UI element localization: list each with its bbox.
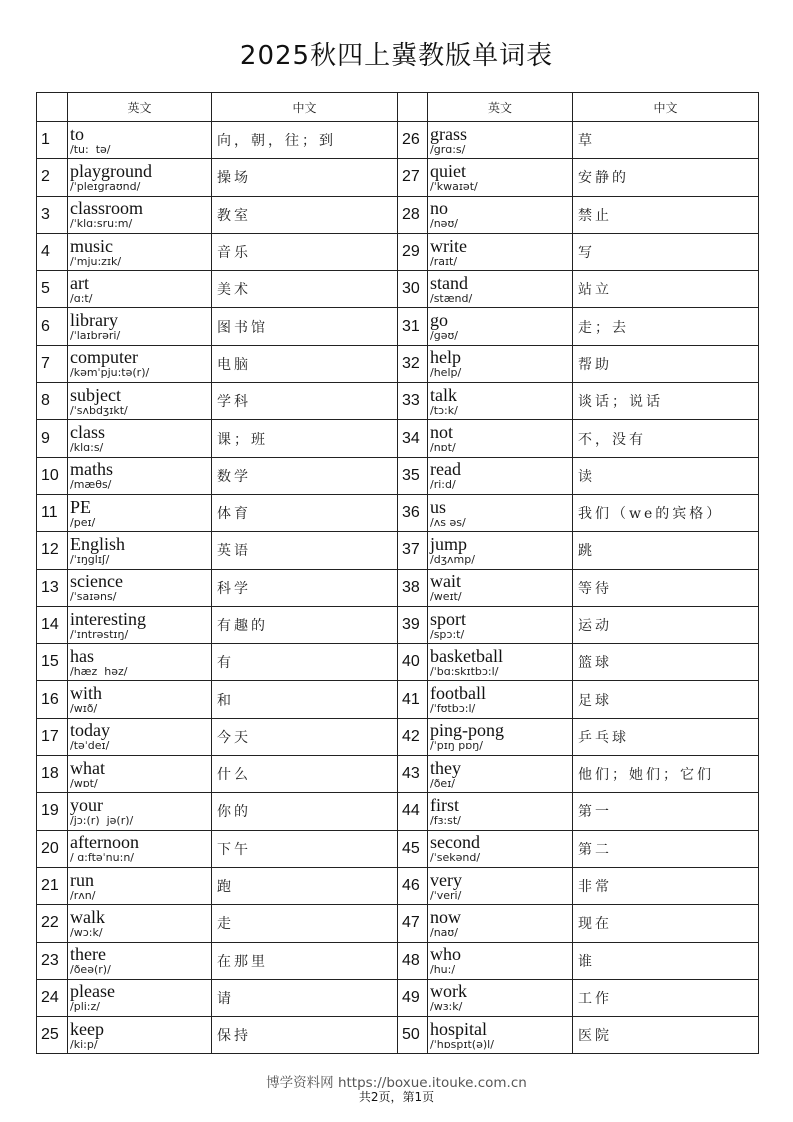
english-word: computer	[70, 347, 138, 368]
english-cell	[428, 457, 573, 494]
chinese-meaning: 运动	[573, 606, 759, 643]
english-cell	[428, 494, 573, 531]
phonetic-transcription: /weɪt/	[430, 590, 462, 604]
word-number: 43	[398, 756, 428, 793]
phonetic-transcription: /ˈmju:zɪk/	[70, 254, 122, 268]
chinese-meaning: 现在	[573, 905, 759, 942]
phonetic-transcription: /tɔ:k/	[430, 403, 458, 417]
word-number: 28	[398, 196, 428, 233]
english-word: wait	[430, 571, 461, 592]
table-row	[37, 569, 759, 606]
chinese-meaning: 和	[212, 681, 398, 718]
english-cell	[68, 420, 212, 457]
word-number: 10	[37, 457, 68, 494]
word-number: 15	[37, 644, 68, 681]
chinese-meaning: 写	[573, 233, 759, 270]
word-number: 14	[37, 606, 68, 643]
chinese-meaning: 美术	[212, 271, 398, 308]
chinese-meaning: 非常	[573, 867, 759, 904]
table-row	[37, 271, 759, 308]
english-cell	[428, 532, 573, 569]
table-row	[37, 122, 759, 159]
english-cell	[68, 606, 212, 643]
table-row	[37, 830, 759, 867]
table-row	[37, 532, 759, 569]
english-cell	[428, 196, 573, 233]
chinese-meaning: 学科	[212, 383, 398, 420]
chinese-meaning: 足球	[573, 681, 759, 718]
phonetic-transcription: /wɒt/	[70, 776, 98, 790]
phonetic-transcription: /nɒt/	[430, 441, 456, 455]
english-cell	[428, 905, 573, 942]
english-word: afternoon	[70, 832, 139, 853]
chinese-meaning: 课；班	[212, 420, 398, 457]
english-cell	[428, 383, 573, 420]
phonetic-transcription: /təˈdeɪ/	[70, 739, 110, 753]
english-cell	[428, 569, 573, 606]
chinese-meaning: 谁	[573, 942, 759, 979]
english-cell	[428, 793, 573, 830]
table-row	[37, 159, 759, 196]
table-row	[37, 606, 759, 643]
word-number: 40	[398, 644, 428, 681]
english-word: your	[70, 794, 103, 815]
chinese-meaning: 站立	[573, 271, 759, 308]
word-number: 9	[37, 420, 68, 457]
table-row	[37, 867, 759, 904]
table-row	[37, 681, 759, 718]
word-number: 49	[398, 979, 428, 1016]
table-row	[37, 457, 759, 494]
english-word: quiet	[430, 160, 466, 181]
english-cell	[68, 271, 212, 308]
chinese-meaning: 他们；她们；它们	[573, 756, 759, 793]
phonetic-transcription: /klɑ:s/	[70, 441, 104, 455]
english-word: to	[70, 123, 85, 144]
chinese-meaning: 走；去	[573, 308, 759, 345]
english-cell	[428, 420, 573, 457]
header-num-left	[37, 93, 68, 122]
english-word: art	[70, 272, 89, 293]
chinese-meaning: 向，朝，往；到	[212, 122, 398, 159]
word-number: 46	[398, 867, 428, 904]
phonetic-transcription: /stænd/	[430, 291, 473, 305]
chinese-meaning: 英语	[212, 532, 398, 569]
english-word: basketball	[430, 645, 503, 666]
english-word: work	[430, 981, 467, 1002]
english-cell	[428, 345, 573, 382]
chinese-meaning: 跳	[573, 532, 759, 569]
word-number: 35	[398, 457, 428, 494]
english-cell	[68, 159, 212, 196]
english-word: no	[430, 198, 448, 219]
english-word: PE	[70, 496, 92, 517]
phonetic-transcription: /help/	[430, 366, 462, 380]
english-word: English	[70, 533, 126, 554]
chinese-meaning: 第二	[573, 830, 759, 867]
word-number: 16	[37, 681, 68, 718]
table-row	[37, 1017, 759, 1054]
phonetic-transcription: /ˈɪŋglɪʃ/	[70, 552, 110, 566]
table-row	[37, 233, 759, 270]
phonetic-transcription: /hu:/	[430, 963, 456, 977]
word-number: 19	[37, 793, 68, 830]
word-number: 6	[37, 308, 68, 345]
phonetic-transcription: /ˈpleɪgraʊnd/	[70, 179, 141, 193]
english-cell	[428, 122, 573, 159]
chinese-meaning: 乒乓球	[573, 718, 759, 755]
word-number: 37	[398, 532, 428, 569]
table-row	[37, 905, 759, 942]
chinese-meaning: 下午	[212, 830, 398, 867]
english-cell	[68, 457, 212, 494]
english-cell	[68, 122, 212, 159]
english-word: has	[70, 645, 94, 666]
word-number: 24	[37, 979, 68, 1016]
english-word: read	[430, 459, 461, 480]
phonetic-transcription: /ˈkwaɪət/	[430, 179, 478, 193]
chinese-meaning: 体育	[212, 494, 398, 531]
phonetic-transcription: /fɜ:st/	[430, 813, 461, 827]
phonetic-transcription: /nəʊ/	[430, 217, 458, 231]
phonetic-transcription: /ðeə(r)/	[70, 963, 111, 977]
word-number: 8	[37, 383, 68, 420]
word-number: 18	[37, 756, 68, 793]
chinese-meaning: 什么	[212, 756, 398, 793]
english-cell	[68, 569, 212, 606]
english-word: stand	[430, 272, 468, 293]
chinese-meaning: 读	[573, 457, 759, 494]
english-word: playground	[70, 160, 152, 181]
footer-page-number: 共2页，第1页	[358, 1090, 435, 1104]
word-number: 21	[37, 867, 68, 904]
english-cell	[68, 905, 212, 942]
english-word: grass	[430, 123, 467, 144]
english-word: music	[70, 235, 113, 256]
chinese-meaning: 等待	[573, 569, 759, 606]
english-word: they	[430, 757, 461, 778]
table-row	[37, 494, 759, 531]
chinese-meaning: 医院	[573, 1017, 759, 1054]
phonetic-transcription: /mæθs/	[70, 478, 112, 492]
chinese-meaning: 禁止	[573, 196, 759, 233]
english-word: help	[430, 347, 461, 368]
english-cell	[68, 345, 212, 382]
word-number: 39	[398, 606, 428, 643]
phonetic-transcription: /ˈsekənd/	[430, 851, 481, 865]
english-cell	[68, 494, 212, 531]
table-row	[37, 718, 759, 755]
word-number: 12	[37, 532, 68, 569]
word-number: 29	[398, 233, 428, 270]
word-number: 42	[398, 718, 428, 755]
word-number: 31	[398, 308, 428, 345]
english-word: please	[70, 981, 115, 1002]
english-cell	[428, 718, 573, 755]
header-english-left: 英文	[68, 93, 212, 122]
chinese-meaning: 草	[573, 122, 759, 159]
header-num-right	[398, 93, 428, 122]
chinese-meaning: 篮球	[573, 644, 759, 681]
english-word: write	[430, 235, 467, 256]
english-cell	[68, 233, 212, 270]
phonetic-transcription: /jɔ:(r) jə(r)/	[70, 813, 134, 827]
chinese-meaning: 教室	[212, 196, 398, 233]
table-row	[37, 420, 759, 457]
word-number: 50	[398, 1017, 428, 1054]
english-word: go	[430, 310, 448, 331]
chinese-meaning: 有	[212, 644, 398, 681]
chinese-meaning: 数学	[212, 457, 398, 494]
chinese-meaning: 跑	[212, 867, 398, 904]
vocabulary-table	[36, 92, 759, 1054]
english-word: very	[430, 869, 462, 890]
table-body	[37, 122, 759, 1054]
english-word: hospital	[430, 1018, 487, 1039]
table-row	[37, 756, 759, 793]
english-cell	[428, 308, 573, 345]
english-word: not	[430, 422, 454, 443]
english-word: who	[430, 944, 461, 965]
word-number: 48	[398, 942, 428, 979]
english-cell	[68, 793, 212, 830]
english-cell	[68, 644, 212, 681]
word-number: 33	[398, 383, 428, 420]
page-title: 2025秋四上冀教版单词表	[239, 41, 554, 71]
chinese-meaning: 图书馆	[212, 308, 398, 345]
english-word: with	[70, 683, 103, 704]
header-row	[37, 93, 759, 122]
phonetic-transcription: /ˈveri/	[430, 888, 462, 902]
phonetic-transcription: /wɔ:k/	[70, 925, 103, 939]
phonetic-transcription: /ˈhɒspɪt(ə)l/	[430, 1037, 494, 1051]
phonetic-transcription: /dʒʌmp/	[430, 552, 475, 566]
word-number: 30	[398, 271, 428, 308]
english-cell	[68, 196, 212, 233]
word-number: 22	[37, 905, 68, 942]
english-word: second	[430, 832, 480, 853]
word-number: 2	[37, 159, 68, 196]
phonetic-transcription: /grɑ:s/	[430, 142, 466, 156]
phonetic-transcription: /wɜ:k/	[430, 1000, 463, 1014]
english-word: us	[430, 496, 447, 517]
english-cell	[68, 532, 212, 569]
phonetic-transcription: /ri:d/	[430, 478, 456, 492]
english-cell	[428, 830, 573, 867]
english-cell	[428, 1017, 573, 1054]
chinese-meaning: 第一	[573, 793, 759, 830]
english-cell	[428, 942, 573, 979]
header-chinese-right: 中文	[573, 93, 759, 122]
chinese-meaning: 不，没有	[573, 420, 759, 457]
word-number: 27	[398, 159, 428, 196]
english-word: first	[430, 794, 459, 815]
word-number: 4	[37, 233, 68, 270]
english-word: science	[70, 571, 123, 592]
header-chinese-left: 中文	[212, 93, 398, 122]
phonetic-transcription: /rʌn/	[70, 888, 96, 902]
english-cell	[68, 308, 212, 345]
english-word: subject	[70, 384, 121, 405]
phonetic-transcription: /wɪð/	[70, 702, 98, 716]
phonetic-transcription: /ˈklɑ:sru:m/	[70, 217, 133, 231]
chinese-meaning: 保持	[212, 1017, 398, 1054]
english-cell	[68, 718, 212, 755]
english-cell	[428, 271, 573, 308]
english-word: keep	[70, 1018, 104, 1039]
english-word: class	[70, 422, 105, 443]
english-cell	[428, 756, 573, 793]
table-row	[37, 196, 759, 233]
phonetic-transcription: / ɑ:ftəˈnu:n/	[70, 851, 135, 865]
word-number: 32	[398, 345, 428, 382]
english-word: maths	[70, 459, 113, 480]
word-number: 17	[37, 718, 68, 755]
phonetic-transcription: /pli:z/	[70, 1000, 100, 1014]
english-cell	[428, 867, 573, 904]
table-row	[37, 942, 759, 979]
chinese-meaning: 帮助	[573, 345, 759, 382]
phonetic-transcription: /ˈlaɪbrəri/	[70, 329, 121, 343]
word-number: 45	[398, 830, 428, 867]
english-cell	[428, 979, 573, 1016]
phonetic-transcription: /hæz həz/	[70, 664, 128, 678]
english-cell	[68, 383, 212, 420]
phonetic-transcription: /kəmˈpju:tə(r)/	[70, 366, 150, 380]
english-word: now	[430, 906, 461, 927]
english-word: classroom	[70, 198, 143, 219]
english-cell	[68, 1017, 212, 1054]
word-number: 23	[37, 942, 68, 979]
phonetic-transcription: /spɔ:t/	[430, 627, 465, 641]
phonetic-transcription: /ɑ:t/	[70, 291, 93, 305]
word-number: 3	[37, 196, 68, 233]
english-word: talk	[430, 384, 457, 405]
chinese-meaning: 在那里	[212, 942, 398, 979]
phonetic-transcription: /ðeɪ/	[430, 776, 455, 790]
english-cell	[68, 867, 212, 904]
word-number: 34	[398, 420, 428, 457]
word-number: 26	[398, 122, 428, 159]
english-word: library	[70, 310, 118, 331]
word-number: 44	[398, 793, 428, 830]
word-number: 41	[398, 681, 428, 718]
english-cell	[68, 979, 212, 1016]
english-word: there	[70, 944, 106, 965]
chinese-meaning: 请	[212, 979, 398, 1016]
phonetic-transcription: /ˈɪntrəstɪŋ/	[70, 627, 129, 641]
footer-site-link[interactable]: 博学资料网 https://boxue.itouke.com.cn	[266, 1075, 527, 1091]
word-number: 11	[37, 494, 68, 531]
phonetic-transcription: /ˈbɑ:skɪtbɔ:l/	[430, 664, 499, 678]
english-word: walk	[70, 906, 105, 927]
english-word: today	[70, 720, 110, 741]
word-number: 5	[37, 271, 68, 308]
chinese-meaning: 你的	[212, 793, 398, 830]
phonetic-transcription: /ˈpɪŋ pɒŋ/	[430, 739, 483, 753]
word-number: 36	[398, 494, 428, 531]
table-row	[37, 979, 759, 1016]
word-number: 20	[37, 830, 68, 867]
phonetic-transcription: /ˈfʊtbɔ:l/	[430, 702, 476, 716]
phonetic-transcription: /ki:p/	[70, 1037, 98, 1051]
chinese-meaning: 我们（we的宾格）	[573, 494, 759, 531]
english-word: jump	[430, 533, 468, 554]
phonetic-transcription: /gəʊ/	[430, 329, 458, 343]
english-cell	[428, 606, 573, 643]
word-number: 38	[398, 569, 428, 606]
english-cell	[428, 681, 573, 718]
chinese-meaning: 谈话；说话	[573, 383, 759, 420]
chinese-meaning: 科学	[212, 569, 398, 606]
word-number: 47	[398, 905, 428, 942]
word-number: 13	[37, 569, 68, 606]
phonetic-transcription: /ˈsʌbdʒɪkt/	[70, 403, 128, 417]
phonetic-transcription: /peɪ/	[70, 515, 96, 529]
chinese-meaning: 今天	[212, 718, 398, 755]
english-cell	[428, 233, 573, 270]
table-row	[37, 308, 759, 345]
table-row	[37, 793, 759, 830]
english-cell	[68, 756, 212, 793]
word-number: 1	[37, 122, 68, 159]
english-cell	[428, 159, 573, 196]
chinese-meaning: 有趣的	[212, 606, 398, 643]
english-word: football	[430, 683, 486, 704]
english-word: run	[70, 869, 94, 890]
word-number: 25	[37, 1017, 68, 1054]
phonetic-transcription: /ʌs əs/	[430, 515, 466, 529]
chinese-meaning: 走	[212, 905, 398, 942]
chinese-meaning: 操场	[212, 159, 398, 196]
table-row	[37, 345, 759, 382]
chinese-meaning: 安静的	[573, 159, 759, 196]
english-word: interesting	[70, 608, 146, 629]
english-word: what	[70, 757, 105, 778]
phonetic-transcription: /tu: tə/	[70, 142, 111, 156]
table-row	[37, 644, 759, 681]
english-cell	[428, 644, 573, 681]
chinese-meaning: 音乐	[212, 233, 398, 270]
phonetic-transcription: /naʊ/	[430, 925, 458, 939]
english-cell	[68, 830, 212, 867]
english-word: sport	[430, 608, 466, 629]
header-english-right: 英文	[428, 93, 573, 122]
phonetic-transcription: /ˈsaɪəns/	[70, 590, 117, 604]
word-number: 7	[37, 345, 68, 382]
chinese-meaning: 电脑	[212, 345, 398, 382]
chinese-meaning: 工作	[573, 979, 759, 1016]
table-row	[37, 383, 759, 420]
english-cell	[68, 942, 212, 979]
english-word: ping-pong	[430, 720, 504, 741]
english-cell	[68, 681, 212, 718]
phonetic-transcription: /raɪt/	[430, 254, 458, 268]
